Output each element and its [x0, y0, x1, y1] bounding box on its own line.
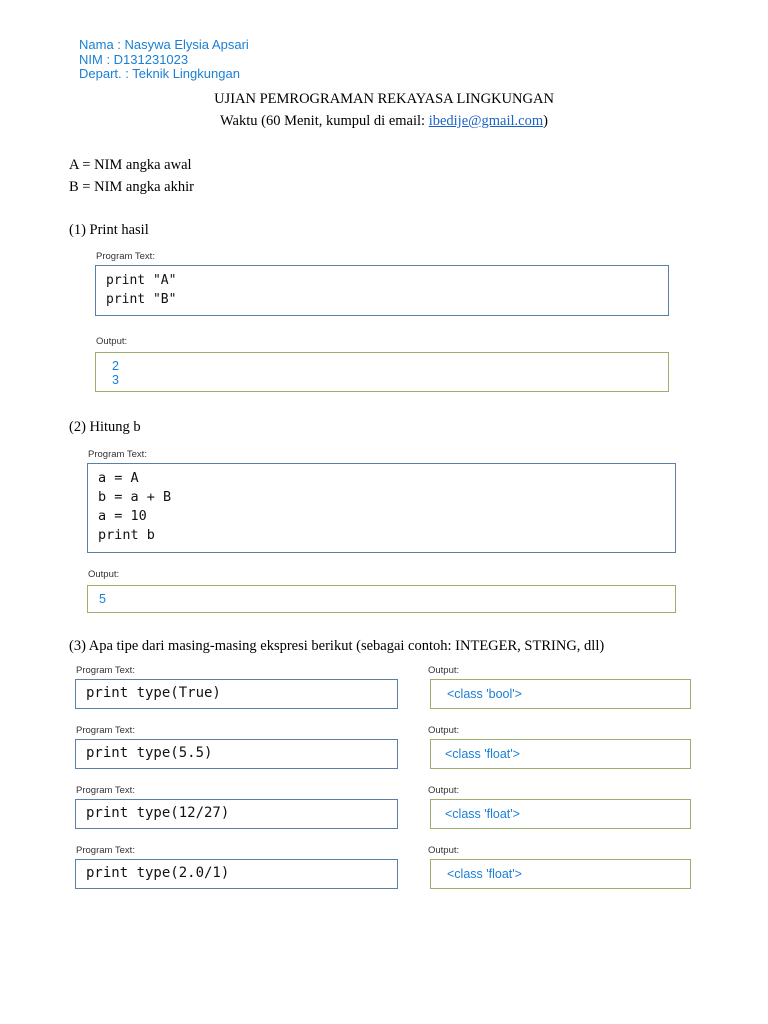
q1-code-line-1: print "A" — [106, 273, 177, 288]
q1-output-line-2: 3 — [112, 373, 119, 387]
q1-output-line-1: 2 — [112, 359, 119, 373]
q3-item-2-program-label: Program Text: — [76, 725, 135, 736]
q3-item-2-code: print type(5.5) — [86, 745, 213, 761]
q1-heading: (1) Print hasil — [69, 222, 149, 238]
q2-heading: (2) Hitung b — [69, 419, 141, 435]
q2-code-line-1: a = A — [98, 470, 139, 486]
q1-code-line-2: print "B" — [106, 292, 177, 307]
exam-title: UJIAN PEMROGRAMAN REKAYASA LINGKUNGAN — [214, 91, 554, 107]
q1-output-box — [95, 352, 669, 392]
q3-item-4-code-box — [75, 859, 398, 889]
student-nim: NIM : D131231023 — [79, 52, 189, 67]
q2-program-label: Program Text: — [88, 449, 147, 460]
q3-item-3-output-label: Output: — [428, 785, 460, 796]
q3-item-4-code: print type(2.0/1) — [86, 865, 230, 881]
definition-a: A = NIM angka awal — [69, 157, 192, 173]
email-link[interactable]: ibedije@gmail.com — [428, 113, 544, 129]
q3-item-1-code: print type(True) — [86, 685, 221, 701]
q3-heading: (3) Apa tipe dari masing-masing ekspresi berikut (sebagai contoh: INTEGER, STRING, dll) — [69, 638, 605, 654]
q2-code-line-2: b = a + B — [98, 489, 172, 505]
q3-item-4-output-box — [430, 859, 691, 889]
definition-b: B = NIM angka akhir — [69, 179, 194, 195]
q3-item-2-output: <class 'float'> — [445, 747, 520, 761]
q3-item-1-output: <class 'bool'> — [447, 687, 522, 701]
exam-time-line — [0, 113, 768, 130]
q3-item-4-output: <class 'float'> — [447, 867, 522, 881]
q2-code-line-4: print b — [98, 527, 155, 543]
student-department: Depart. : Teknik Lingkungan — [79, 66, 240, 81]
time-suffix: ) — [543, 113, 548, 129]
q3-item-3-output: <class 'float'> — [445, 807, 520, 821]
q3-item-1-output-box — [430, 679, 691, 709]
q3-item-1-output-label: Output: — [428, 665, 460, 676]
q3-item-3-output-box — [430, 799, 691, 829]
time-prefix: Waktu (60 Menit, kumpul di email: — [220, 113, 429, 129]
q3-item-3-code-box — [75, 799, 398, 829]
q3-item-1-program-label: Program Text: — [76, 665, 135, 676]
q1-output-label: Output: — [96, 336, 128, 347]
q2-output-line-1: 5 — [99, 592, 106, 606]
q2-code-box — [87, 463, 676, 553]
student-name: Nama : Nasywa Elysia Apsari — [79, 37, 249, 52]
q3-item-3-program-label: Program Text: — [76, 785, 135, 796]
q2-output-label: Output: — [88, 569, 120, 580]
q3-item-2-output-label: Output: — [428, 725, 460, 736]
q1-program-label: Program Text: — [96, 251, 155, 262]
q3-item-4-program-label: Program Text: — [76, 845, 135, 856]
q1-code-box — [95, 265, 669, 316]
q3-item-2-code-box — [75, 739, 398, 769]
q2-code-line-3: a = 10 — [98, 508, 147, 524]
q2-output-box — [87, 585, 676, 613]
q3-item-2-output-box — [430, 739, 691, 769]
q3-item-3-code: print type(12/27) — [86, 805, 230, 821]
q3-item-4-output-label: Output: — [428, 845, 460, 856]
q3-item-1-code-box — [75, 679, 398, 709]
